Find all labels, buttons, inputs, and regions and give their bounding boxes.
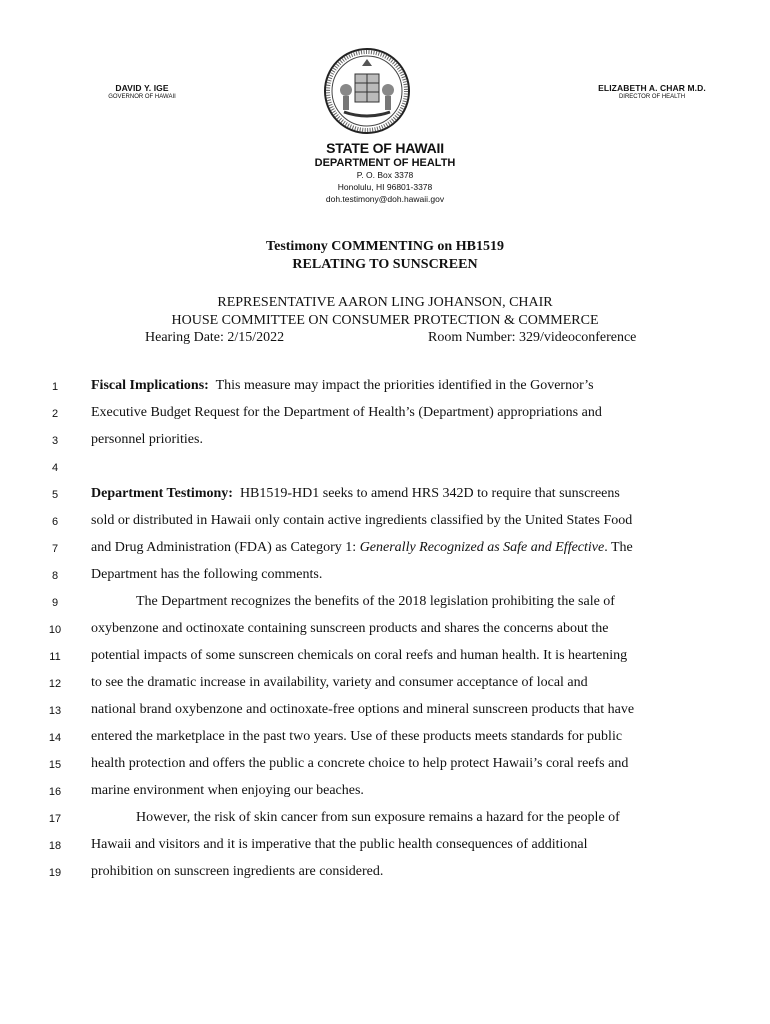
line-number: 3 <box>51 435 59 447</box>
body-line <box>0 756 770 776</box>
director-block <box>582 83 722 100</box>
department-header <box>0 140 770 205</box>
title-line-2: RELATING TO SUNSCREEN <box>292 257 478 272</box>
room-number: Room Number: 329/videoconference <box>428 330 637 345</box>
body-line <box>0 432 770 452</box>
line-text <box>91 405 602 421</box>
line-content: to see the dramatic increase in availability, variety and consumer acceptance of local and <box>91 675 588 690</box>
line-number: 2 <box>51 408 59 420</box>
line-text <box>91 756 628 772</box>
line-text <box>91 378 594 394</box>
line-content: national brand oxybenzone and octinoxate-free options and mineral sunscreen products that have <box>91 702 635 717</box>
state-seal-icon <box>322 46 412 136</box>
department-name: DEPARTMENT OF HEALTH <box>314 157 456 169</box>
line-content: Department has the following comments. <box>91 567 323 582</box>
body-line <box>0 837 770 857</box>
line-text <box>91 702 634 718</box>
body-line <box>0 621 770 641</box>
governor-name: DAVID Y. IGE <box>115 83 169 93</box>
line-number: 16 <box>48 786 62 798</box>
body-line <box>0 864 770 884</box>
line-text <box>91 567 322 583</box>
hearing-date: Hearing Date: 2/15/2022 <box>145 330 285 345</box>
line-text <box>91 432 203 448</box>
line-content: potential impacts of some sunscreen chemicals on coral reefs and human health. It is heartening <box>91 648 628 663</box>
body-line <box>0 594 770 614</box>
governor-block <box>72 83 212 100</box>
line-content: personnel priorities. <box>91 432 203 447</box>
title-line-1: Testimony COMMENTING on HB1519 <box>266 239 504 254</box>
section-heading: Department Testimony: <box>91 486 233 501</box>
line-content-after: . The <box>604 540 633 555</box>
po-box: P. O. Box 3378 <box>356 170 414 180</box>
line-content: oxybenzone and octinoxate containing sunscreen products and shares the concerns about the <box>91 621 609 636</box>
body-line <box>0 405 770 425</box>
line-content: Hawaii and visitors and it is imperative that the public health consequences of additional <box>91 837 588 852</box>
section-heading: Fiscal Implications: <box>91 378 209 393</box>
body-line <box>0 459 770 479</box>
italic-term: Generally Recognized as Safe and Effective <box>359 540 605 555</box>
line-number: 11 <box>49 651 61 663</box>
line-text <box>91 864 383 880</box>
line-content: Executive Budget Request for the Department of Health’s (Department) appropriations and <box>91 405 602 420</box>
body-line <box>0 486 770 506</box>
body-line <box>0 783 770 803</box>
line-text <box>91 540 633 556</box>
line-content: HB1519-HD1 seeks to amend HRS 342D to require that sunscreens <box>232 486 620 501</box>
line-content: The Department recognizes the benefits of the 2018 legislation prohibiting the sale of <box>136 594 615 609</box>
line-number: 4 <box>51 462 59 474</box>
body-line <box>0 567 770 587</box>
line-content: prohibition on sunscreen ingredients are considered. <box>91 864 384 879</box>
committee-block <box>0 294 770 330</box>
line-number: 7 <box>51 543 59 555</box>
line-content: health protection and offers the public a concrete choice to help protect Hawaii’s coral reefs and <box>91 756 629 771</box>
line-text <box>91 837 587 853</box>
line-number: 9 <box>51 597 59 609</box>
governor-title: GOVERNOR OF HAWAII <box>108 94 176 100</box>
line-text <box>91 648 627 664</box>
line-number: 14 <box>48 732 62 744</box>
line-content: sold or distributed in Hawaii only contain active ingredients classified by the United States Food <box>91 513 633 528</box>
body-line <box>0 729 770 749</box>
line-number: 15 <box>48 759 62 771</box>
director-title: DIRECTOR OF HEALTH <box>618 94 686 100</box>
line-number: 10 <box>48 624 62 636</box>
line-content: However, the risk of skin cancer from sun exposure remains a hazard for the people of <box>136 810 620 825</box>
line-number: 12 <box>48 678 62 690</box>
line-number: 13 <box>48 705 62 717</box>
body-line <box>0 675 770 695</box>
body-line <box>0 378 770 398</box>
line-text <box>91 729 622 745</box>
line-content: marine environment when enjoying our beaches. <box>91 783 364 798</box>
body-line <box>0 810 770 830</box>
body-line <box>0 513 770 533</box>
line-content: This measure may impact the priorities identified in the Governor’s <box>208 378 594 393</box>
body-line <box>0 648 770 668</box>
line-number: 1 <box>51 381 59 393</box>
line-content: and Drug Administration (FDA) as Category 1: <box>91 540 360 555</box>
body-line <box>0 540 770 560</box>
testimony-title <box>0 238 770 274</box>
state-name: STATE OF HAWAII <box>326 140 444 156</box>
testimony-email: doh.testimony@doh.hawaii.gov <box>325 194 445 204</box>
line-text <box>136 594 615 610</box>
line-number: 8 <box>51 570 59 582</box>
line-number: 6 <box>51 516 59 528</box>
line-content: entered the marketplace in the past two years. Use of these products meets standards for public <box>91 729 623 744</box>
line-text <box>136 810 620 826</box>
committee-name: HOUSE COMMITTEE ON CONSUMER PROTECTION & COMMERCE <box>171 313 599 328</box>
line-text <box>91 486 620 502</box>
committee-chair: REPRESENTATIVE AARON LING JOHANSON, CHAIR <box>217 295 553 310</box>
body-line <box>0 702 770 722</box>
director-name: ELIZABETH A. CHAR M.D. <box>598 83 706 93</box>
line-text <box>91 513 632 529</box>
line-text <box>91 675 588 691</box>
line-number: 19 <box>48 867 62 879</box>
line-number: 17 <box>48 813 62 825</box>
line-number: 5 <box>51 489 59 501</box>
line-text <box>91 783 364 799</box>
line-text <box>91 621 608 637</box>
line-number: 18 <box>48 840 62 852</box>
city-address: Honolulu, HI 96801-3378 <box>337 182 433 192</box>
